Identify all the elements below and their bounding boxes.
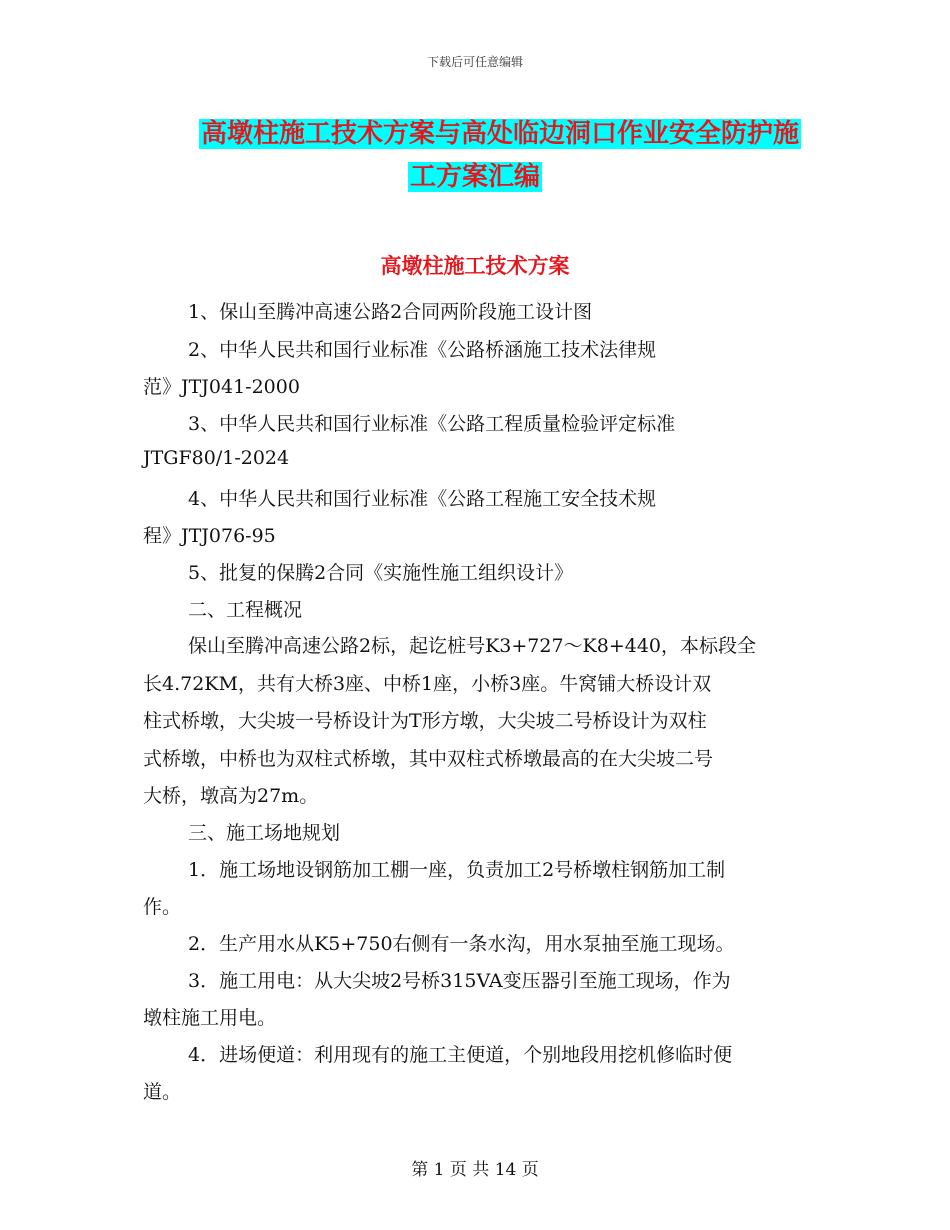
- reference-item-2-cont: 范》JTJ041-2000: [143, 376, 300, 398]
- site-item-4-cont: 道。: [143, 1081, 182, 1103]
- reference-item-2: 2、中华人民共和国行业标准《公路桥涵施工技术法律规: [188, 339, 657, 361]
- overview-line-3: 柱式桥墩，大尖坡一号桥设计为T形方墩，大尖坡二号桥设计为双柱: [143, 710, 707, 732]
- reference-item-4: 4、中华人民共和国行业标准《公路工程施工安全技术规: [188, 488, 657, 510]
- reference-item-1: 1、保山至腾冲高速公路2合同两阶段施工设计图: [188, 301, 593, 323]
- overview-line-5: 大桥，墩高为27m。: [143, 785, 319, 807]
- reference-item-5: 5、批复的保腾2合同《实施性施工组织设计》: [188, 562, 574, 584]
- reference-item-3: 3、中华人民共和国行业标准《公路工程质量检验评定标准: [188, 413, 676, 435]
- document-title-line-1: 高墩柱施工技术方案与高处临边洞口作业安全防护施: [200, 119, 799, 149]
- site-item-1: 1．施工场地设钢筋加工棚一座，负责加工2号桥墩柱钢筋加工制: [188, 859, 726, 881]
- site-item-4: 4．进场便道：利用现有的施工主便道，个别地段用挖机修临时便: [188, 1044, 733, 1066]
- overview-line-4: 式桥墩，中桥也为双柱式桥墩，其中双柱式桥墩最高的在大尖坡二号: [143, 748, 714, 770]
- site-item-3: 3．施工用电：从大尖坡2号桥315VA变压器引至施工现场，作为: [188, 970, 731, 992]
- reference-item-4-cont: 程》JTJ076-95: [143, 525, 276, 547]
- overview-line-1: 保山至腾冲高速公路2标，起讫桩号K3+727～K8+440，本标段全: [188, 635, 757, 657]
- site-item-2: 2．生产用水从K5+750右侧有一条水沟，用水泵抽至施工现场。: [188, 933, 735, 955]
- site-item-1-cont: 作。: [143, 896, 182, 918]
- document-title-line-2: 工方案汇编: [409, 162, 540, 192]
- page-header: 下载后可任意编辑: [426, 55, 523, 69]
- overview-line-2: 长4.72KM，共有大桥3座、中桥1座，小桥3座。牛窝铺大桥设计双: [143, 673, 712, 695]
- page-footer: 第 1 页 共 14 页: [411, 1160, 539, 1180]
- heading-site-planning: 三、施工场地规划: [188, 822, 341, 844]
- reference-item-3-cont: JTGF80/1-2024: [143, 447, 290, 469]
- heading-project-overview: 二、工程概况: [188, 599, 303, 621]
- site-item-3-cont: 墩柱施工用电。: [143, 1007, 277, 1029]
- section-title: 高墩柱施工技术方案: [380, 253, 570, 278]
